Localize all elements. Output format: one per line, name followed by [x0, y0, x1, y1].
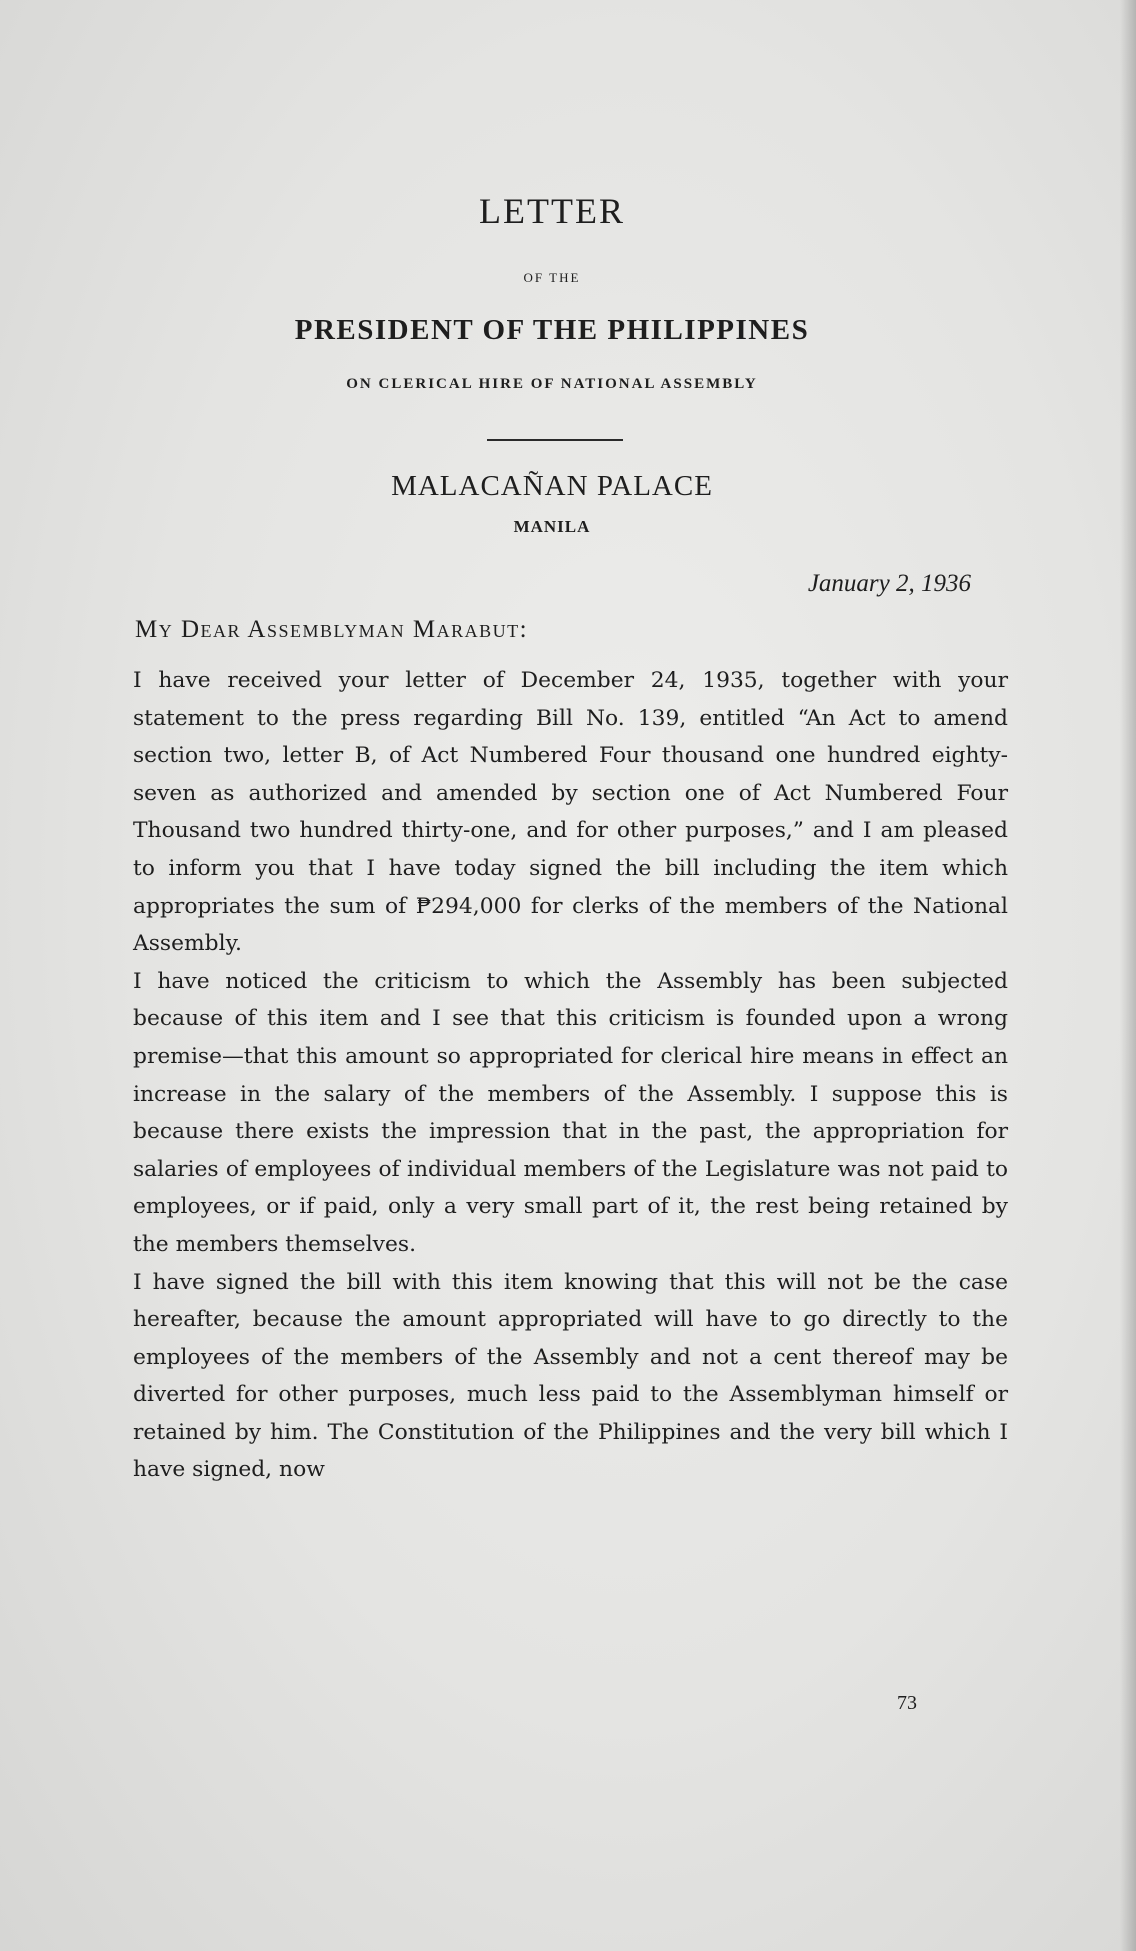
- letter-body: [133, 662, 1008, 1489]
- letter-date: January 2, 1936: [807, 570, 971, 597]
- paragraph-3: I have signed the bill with this item knowing that this will not be the case hereafter, because the amount appropriated will have to go directly to the employees of the members of the Assembly and not a cent thereof may be diverted for other purposes, much less paid to the Assemblyman himself or retained by him. The Constitution of the Philippines and the very bill which I have signed, now: [133, 1269, 1008, 1483]
- subject-line: ON CLERICAL HIRE OF NATIONAL ASSEMBLY: [346, 376, 758, 392]
- heading-divider: [487, 439, 623, 441]
- page-number: 73: [897, 1692, 917, 1714]
- paragraph-1: I have received your letter of December 24, 1935, together with your statement to the press regarding Bill No. 139, entitled “An Act to amend section two, letter B, of Act Numbered Four thousand one hundred eighty-seven as authorized and amended by section one of Act Numbered Four Thousand two hundred thirty-one, and for other purposes,” and I am pleased to inform you that I have today signed the bill including the item which appropriates the sum of ₱294,000 for clerks of the members of the National Assembly.: [133, 668, 1008, 957]
- city-name: MANILA: [513, 517, 591, 536]
- letter-title: LETTER: [479, 191, 625, 231]
- paragraph-2: I have noticed the criticism to which the Assembly has been subjected because of this item and I see that this criticism is founded upon a wrong premise—that this amount so appropriated for clerical hire means in effect an increase in the salary of the members of the Assembly. I suppose this is because there exists the impression that in the past, the appropriation for salaries of employees of individual members of the Legislature was not paid to employees, or if paid, only a very small part of it, the rest being retained by the members themselves.: [133, 968, 1008, 1257]
- palace-name: MALACAÑAN PALACE: [391, 470, 713, 502]
- salutation: My Dear Assemblyman Marabut:: [135, 616, 529, 643]
- president-heading: PRESIDENT OF THE PHILIPPINES: [294, 314, 810, 346]
- of-the-line: OF THE: [523, 270, 581, 285]
